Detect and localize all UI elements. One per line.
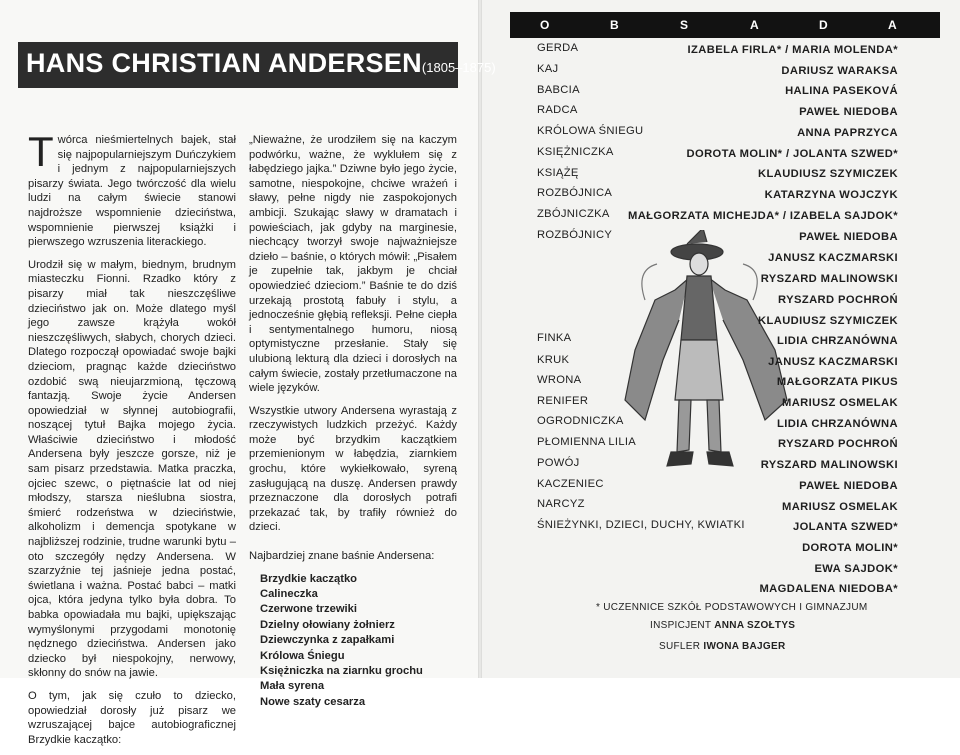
cast-actor: RYSZARD POCHROŃ	[778, 294, 898, 306]
works-list-item: Calineczka	[260, 588, 318, 601]
cast-role: BABCIA	[537, 84, 580, 96]
cast-role: ZBÓJNICZKA	[537, 208, 610, 220]
cast-actor: PAWEŁ NIEDOBA	[799, 106, 898, 118]
cast-role: KSIĘŻNICZKA	[537, 146, 614, 158]
cast-role: POWÓJ	[537, 457, 580, 469]
cast-role: WRONA	[537, 374, 582, 386]
cast-actor: EWA SAJDOK*	[814, 563, 898, 575]
cast-actor: MAGDALENA NIEDOBA*	[759, 583, 898, 595]
cast-actor: JANUSZ KACZMARSKI	[768, 252, 898, 264]
works-list-item: Dzielny ołowiany żołnierz	[260, 618, 395, 631]
paragraph-intro	[28, 128, 236, 250]
cast-actor: MAŁGORZATA PIKUS	[776, 376, 898, 388]
cast-role: PŁOMIENNA LILIA	[537, 436, 637, 448]
paragraph-childhood: Urodził się w małym, biednym, brudnym miasteczku Fionni. Rzadko który z pisarzy miał tak nieszczęśliwe dzieciństwo jak on. Może dlatego myśl jego zawsze krążyła wokół nieszczęśliwych, słabych, chorych dzieci. Dlatego rozpoczął opowiadać swoje bajki dzieciom, pragnąc każde dzieciństwo ozdobić swą nieujarzmioną, tęczową fantazją. Swoje życie Andersen opowiedział w słynnej autobiografii, noszącej tytuł Bajka mojego życia. Właściwie dzieciństwo i młodość Andersena były jeszcze gorsze, niż je sam pisarz przedstawia. Matka praczka, ojciec szewc, o piętnaście lat od niej młodszy, starsza nieślubna siostra, śmierć rodzeństwa w dzieciństwie, alkoholizm i demencja spotykane w najbliższej rodzinie, trudne warunki bytu – oto szczegóły nędzy Andersena. W szarzyźnie tej jaśnieje jedna postać, świetlana i ważna. Postać babci – matki ojca, która jedyna tylko była dobra. To babka opowiadała mu bajki, upiększając wymyślonymi przygodami monotonię nędznego dzieciństwa. Andersen jako dziecko był niespokojny, nerwowy, skłonny do snów na jawie.	[28, 258, 236, 680]
cast-actor: DOROTA MOLIN*	[802, 542, 898, 554]
drop-cap: T	[28, 128, 54, 175]
cast-actor: PAWEŁ NIEDOBA	[799, 231, 898, 243]
cast-role: ROZBÓJNICA	[537, 187, 613, 199]
works-list-item: Księżniczka na ziarnku grochu	[260, 665, 423, 678]
cast-actor: KLAUDIUSZ SZYMICZEK	[758, 315, 898, 327]
works-list-item: Nowe szaty cesarza	[260, 695, 366, 708]
cast-actor: KLAUDIUSZ SZYMICZEK	[758, 168, 898, 180]
works-list-item: Mała syrena	[260, 680, 325, 693]
works-list-item: Czerwone trzewiki	[260, 603, 357, 616]
cast-actor: JANUSZ KACZMARSKI	[768, 356, 898, 368]
cast-header-letter: A	[750, 18, 759, 32]
sufler-line	[659, 641, 785, 652]
paragraph-intro-text: wórca nieśmiertelnych bajek, stał się najpopularniejszym Duńczykiem i jednym z najpopularniejszych pisarzy świata. Jego twórczość dla wielu ludzi na całym świecie stanowi najdroższe wspomnienie dzieciństwa, wspomnienie pierwszej książki i pierwszego wzruszenia literackiego.	[28, 134, 236, 249]
works-list-item: Królowa Śniegu	[260, 649, 345, 662]
page-fold	[478, 0, 482, 678]
works-list-item: Dziewczynka z zapałkami	[260, 634, 395, 647]
cast-actor: JOLANTA SZWED*	[792, 521, 898, 533]
cast-actor: MARIUSZ OSMELAK	[781, 397, 898, 409]
inspicjent-name: ANNA SZOŁTYS	[714, 620, 796, 631]
cast-header-letter: B	[610, 18, 619, 32]
cast-actor: LIDIA CHRZANÓWNA	[777, 335, 898, 347]
inspicjent-label: INSPICJENT	[650, 620, 712, 631]
title-name: HANS CHRISTIAN ANDERSEN	[26, 48, 422, 78]
cast-role: GERDA	[537, 42, 579, 54]
cast-actor: RYSZARD POCHROŃ	[778, 438, 898, 450]
cast-role: KRÓLOWA ŚNIEGU	[537, 125, 644, 137]
cast-role: NARCYZ	[537, 498, 585, 510]
inspicjent-line	[650, 620, 795, 631]
works-list-item: Brzydkie kaczątko	[260, 572, 358, 585]
footnote: * UCZENNICE SZKÓŁ PODSTAWOWYCH I GIMNAZJUM	[596, 602, 868, 613]
cast-role: ŚNIEŻYNKI, DZIECI, DUCHY, KWIATKI	[537, 519, 745, 531]
cast-actor: RYSZARD MALINOWSKI	[760, 459, 898, 471]
cast-role: ROZBÓJNICY	[537, 229, 613, 241]
sufler-name: IWONA BAJGER	[703, 641, 786, 652]
cast-actor: MARIUSZ OSMELAK	[781, 501, 898, 513]
cast-actor: IZABELA FIRLA* / MARIA MOLENDA*	[687, 44, 898, 56]
cast-actor: LIDIA CHRZANÓWNA	[777, 418, 898, 430]
cast-actor: DARIUSZ WARAKSA	[781, 65, 898, 77]
page-title	[26, 48, 496, 79]
cast-role: KAJ	[537, 63, 559, 75]
cast-header-letter: S	[680, 18, 689, 32]
cast-header-letter: O	[540, 18, 550, 32]
cast-actor: PAWEŁ NIEDOBA	[799, 480, 898, 492]
cast-actor: HALINA PASEKOVÁ	[785, 85, 898, 97]
cast-actor: KATARZYNA WOJCZYK	[764, 189, 898, 201]
cast-actor: MAŁGORZATA MICHEJDA* / IZABELA SAJDOK*	[627, 210, 898, 222]
sufler-label: SUFLER	[659, 641, 701, 652]
cast-header-letter: A	[888, 18, 897, 32]
article-column-1	[28, 128, 236, 755]
title-years: (1805–1875)	[421, 60, 496, 75]
cast-role: RENIFER	[537, 395, 589, 407]
paragraph-works: Wszystkie utwory Andersena wyrastają z rzeczywistych ludzkich przeżyć. Każdy może być brzydkim kaczątkiem przemienionym w łabędzia, ziarnkiem grochu, które wykiełkowało, syreną zasługującą na duszę. Andersen prawdy przeznaczone dla dorosłych potrafi przekazać tak, by trafiły również do dzieci.	[249, 404, 457, 534]
cast-role: RADCA	[537, 104, 578, 116]
cast-actor: DOROTA MOLIN* / JOLANTA SZWED*	[686, 148, 898, 160]
cast-role: FINKA	[537, 332, 572, 344]
article-column-2	[249, 133, 457, 710]
cast-actor: ANNA PAPRZYCA	[797, 127, 898, 139]
cast-header-letter: D	[819, 18, 828, 32]
paragraph-quote: „Nieważne, że urodziłem się na kaczym podwórku, ważne, że wyklułem się z łabędziego jajka.” Dziwne było jego życie, samotne, niespokojne, chciwe wrażeń i sławy, pełne nigdy nie zaspokojonych ambicji. Szukając sławy w dramatach i powieściach, jak gdyby na marginesie, niechcący tworzył swoje najważniejsze dzieło – baśnie, o których mówił: „Pisałem je zupełnie tak, jakbym je chciał opowiedzieć dzieciom.” Baśnie te do dziś urzekają prostotą fabuły i stylu, a jednocześnie głębią refleksji. Pełne ciepła i sentymentalnego humoru, niosą optymistyczne przesłanie. Stały się ulubioną lekturą dla dzieci i dorosłych na całym świecie, zostały przetłumaczone na wiele języków.	[249, 134, 457, 395]
cast-role: KRUK	[537, 354, 570, 366]
paragraph-ugly-duckling: O tym, jak się czuło to dziecko, opowiedział dorosły już pisarz we wzruszającej bajce autobiograficznej Brzydkie kaczątko:	[28, 689, 236, 746]
works-list	[249, 572, 457, 711]
cast-role: KACZENIEC	[537, 478, 604, 490]
works-intro: Najbardziej znane baśnie Andersena:	[249, 550, 435, 563]
cast-header-bar	[510, 12, 940, 38]
cast-role: OGRODNICZKA	[537, 415, 624, 427]
cast-actor: RYSZARD MALINOWSKI	[760, 273, 898, 285]
cast-role: KSIĄŻĘ	[537, 167, 579, 179]
